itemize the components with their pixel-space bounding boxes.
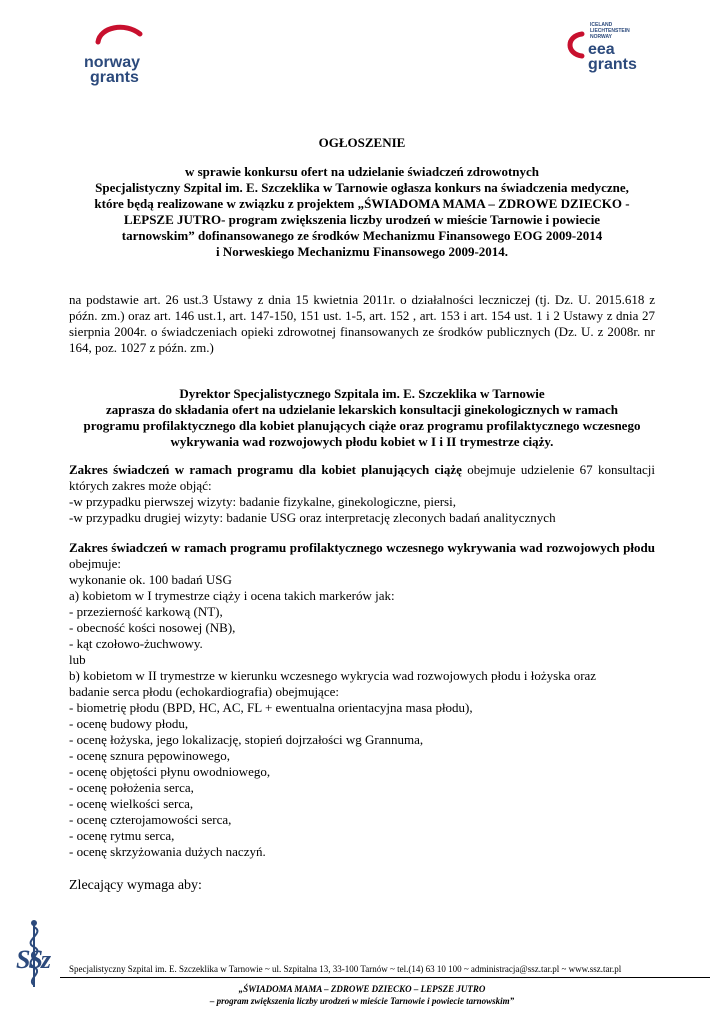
section2-intro xyxy=(69,540,655,572)
header-line-5: tarnowskim” dofinansowanego ze środków Mechanizmu Finansowego EOG 2009-2014 xyxy=(121,228,603,243)
norway-grants-word2: grants xyxy=(90,69,139,86)
eea-grants-logo xyxy=(560,22,650,84)
footer-contact: Specjalistyczny Szpital im. E. Szczeklika w Tarnowie ~ ul. Szpitalna 13, 33-100 Tarnów ~ tel.(14) 63 10 100 ~ administracja@ssz.tar.pl ~ www.ssz.tar.pl xyxy=(69,964,622,974)
section1-heading: Zakres świadczeń w ramach programu dla kobiet planujących ciążę xyxy=(69,462,462,477)
section2-line: lub xyxy=(69,652,86,667)
director-line-4: wykrywania wad rozwojowych płodu kobiet w I i II trymestrze ciąży. xyxy=(170,434,554,449)
eea-grants-word2: grants xyxy=(588,56,637,73)
section2-line: - ocenę położenia serca, xyxy=(69,780,194,795)
section1-item: -w przypadku pierwszej wizyty: badanie fizykalne, ginekologiczne, piersi, xyxy=(69,494,456,509)
legal-basis-paragraph: na podstawie art. 26 ust.3 Ustawy z dnia 15 kwietnia 2011r. o działalności leczniczej (tj. Dz. U. 2015.618 z późn. zm.) oraz art. 146 ust.1, art. 147-150, 151 ust. 1-5, art. 152 , art. 153 i art. 154 ust. 1 i 2 Ustawy z dnia 27 sierpnia 2004r. o świadczeniach opieki zdrowotnej finansowanych ze środków publicznych (Dz. U. z 2008r. nr 164, poz. 1027 z późn. zm.) xyxy=(69,292,655,355)
section2-line: - ocenę objętości płynu owodniowego, xyxy=(69,764,271,779)
director-invitation xyxy=(60,386,664,450)
section2-line: - ocenę skrzyżowania dużych naczyń. xyxy=(69,844,266,859)
section2-line: - ocenę łożyska, jego lokalizację, stopień dojrzałości wg Grannuma, xyxy=(69,732,424,747)
closing-sentence: Zlecający wymaga aby: xyxy=(69,878,202,893)
norway-grants-logo xyxy=(80,22,160,86)
eea-tag-liechtenstein: LIECHTENSTEIN xyxy=(590,28,630,34)
footer-project-name xyxy=(0,983,724,1007)
director-line-1: Dyrektor Specjalistycznego Szpitala im. E. Szczeklika w Tarnowie xyxy=(179,386,545,401)
section2-line: - ocenę wielkości serca, xyxy=(69,796,194,811)
norway-grants-arc-icon xyxy=(80,22,160,50)
document-title: OGŁOSZENIE xyxy=(318,135,406,150)
header-line-2: Specjalistyczny Szpital im. E. Szczeklika w Tarnowie ogłasza konkurs na świadczenia medyczne, xyxy=(95,180,629,195)
section2-line: - obecność kości nosowej (NB), xyxy=(69,620,236,635)
section1-intro-text: obejmuje udzielenie 67 konsultacji których zakres może objąć: xyxy=(69,462,656,493)
announcement-header xyxy=(60,164,664,260)
section2-line: - ocenę rytmu serca, xyxy=(69,828,175,843)
section1-item: -w przypadku drugiej wizyty: badanie USG oraz interpretację zleconych badań analitycznych xyxy=(69,510,556,525)
section2-line: - biometrię płodu (BPD, HC, AC, FL + ewentualna orientacyjna masa płodu), xyxy=(69,700,473,715)
section1-intro xyxy=(69,462,655,494)
section2-line: wykonanie ok. 100 badań USG xyxy=(69,572,232,587)
footer-project-line-1: „ŚWIADOMA MAMA – ZDROWE DZIECKO – LEPSZE JUTRO xyxy=(238,984,486,994)
section2-line: badanie serca płodu (echokardiografia) obejmujące: xyxy=(69,684,339,699)
footer-project-line-2: – program zwiększenia liczby urodzeń w mieście Tarnowie i powiecie tarnowskim” xyxy=(209,996,515,1006)
section2-line: - ocenę budowy płodu, xyxy=(69,716,189,731)
section2-line: - przezierność karkową (NT), xyxy=(69,604,223,619)
hospital-logo-text: SSz xyxy=(16,945,50,974)
footer-divider xyxy=(60,977,710,978)
header-line-4: LEPSZE JUTRO- program zwiększenia liczby urodzeń w mieście Tarnowie i powiecie xyxy=(123,212,601,227)
director-line-3: programu profilaktycznego dla kobiet planujących ciąże oraz programu profilaktycznego wczesnego xyxy=(83,418,641,433)
section-prenatal-screening xyxy=(69,540,655,860)
eea-tag-norway: NORWAY xyxy=(590,34,612,40)
header-line-3: które będą realizowane w związku z projektem „ŚWIADOMA MAMA – ZDROWE DZIECKO - xyxy=(94,196,630,211)
section2-line: b) kobietom w II trymestrze w kierunku wczesnego wykrycia wad rozwojowych płodu i łożyska oraz xyxy=(69,668,597,683)
section2-line: - ocenę czterojamowości serca, xyxy=(69,812,232,827)
eea-tag-iceland: ICELAND xyxy=(590,22,613,28)
norway-grants-word1: norway xyxy=(84,54,141,71)
section-pregnancy-planning xyxy=(69,462,655,526)
director-line-2: zaprasza do składania ofert na udzielanie lekarskich konsultacji ginekologicznych w ramach xyxy=(105,402,619,417)
eea-grants-word1: eea xyxy=(588,41,615,58)
section2-heading: Zakres świadczeń w ramach programu profilaktycznego wczesnego wykrywania wad rozwojowych płodu xyxy=(69,540,655,555)
section2-line: a) kobietom w I trymestrze ciąży i ocena takich markerów jak: xyxy=(69,588,395,603)
header-line-1: w sprawie konkursu ofert na udzielanie świadczeń zdrowotnych xyxy=(184,164,540,179)
header-line-6: i Norweskiego Mechanizmu Finansowego 2009-2014. xyxy=(215,244,509,259)
section2-intro-text: obejmuje: xyxy=(69,556,121,571)
section2-line: - ocenę sznura pępowinowego, xyxy=(69,748,230,763)
section2-line: - kąt czołowo-żuchwowy. xyxy=(69,636,203,651)
hospital-logo xyxy=(10,915,68,993)
eea-grants-swirl-icon xyxy=(564,30,586,60)
